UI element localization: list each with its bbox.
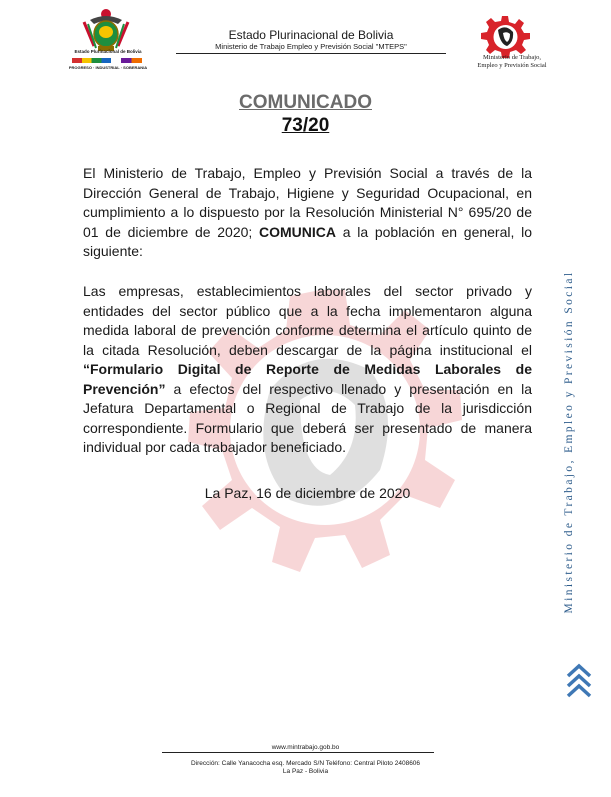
- document-title: [150, 92, 461, 138]
- header-subtitle: Ministerio de Trabajo Empleo y Previsión Social "MTEPS": [176, 42, 446, 54]
- ministry-logo: [480, 12, 550, 58]
- coat-of-arms-label: Estado Plurinacional de Bolivia: [74, 49, 142, 54]
- paragraph-intro: [83, 164, 532, 262]
- comunica-emphasis: COMUNICA: [259, 223, 337, 240]
- coat-of-arms-tagline: PROGRESO · INDUSTRIAL · SOBERANIA: [68, 65, 148, 70]
- header: [176, 28, 446, 54]
- ministry-logo-line2: Empleo y Previsión Social: [477, 62, 547, 69]
- communique-number: 73/20: [281, 115, 330, 136]
- footer-city: La Paz - Bolivia: [282, 768, 329, 775]
- paragraph-intro-tail: a la población en general, lo siguiente:: [83, 223, 532, 259]
- footer-website: www.mintrabajo.gob.bo: [271, 744, 340, 751]
- footer-address: Dirección: Calle Yanacocha esq. Mercado S/N Teléfono: Central Piloto 2408606: [190, 760, 421, 767]
- paragraph-intro-text: El Ministerio de Trabajo, Empleo y Previsión Social a través de la Dirección General de Trabajo, Higiene y Seguridad Ocupacional, en cumplimiento a lo dispuesto por la Resolución Ministerial N° 695/20 de 01 de diciembre de 2020;: [83, 165, 532, 240]
- ministry-logo-text: [470, 54, 554, 70]
- paragraph-main-tail: a efectos del respectivo llenado y presentación en la Jefatura Departamental o Regional de Trabajo de la jurisdicción correspondiente. Formulario que deberá ser presentado de manera individual por cada trabajador beneficiado.: [83, 380, 532, 455]
- chevron-up-icon: [566, 660, 592, 700]
- place-and-date: La Paz, 16 de diciembre de 2020: [204, 485, 411, 501]
- header-title: Estado Plurinacional de Bolivia: [228, 28, 394, 42]
- ministry-logo-line1: Ministerio de Trabajo,: [483, 54, 541, 61]
- footer-divider: [162, 752, 434, 753]
- sidebar-vertical-text: Ministerio de Trabajo, Empleo y Previsión Social: [563, 270, 575, 614]
- paragraph-main-text: Las empresas, establecimientos laborales del sector privado y entidades del sector público que a la fecha implementaron alguna medida laboral de prevención conforme determina el artículo quinto de la citada Resolución, deben descargar de la página institucional el: [83, 283, 532, 358]
- paragraph-main: [83, 282, 532, 458]
- communique-heading: COMUNICADO: [239, 92, 372, 113]
- form-name-emphasis: “Formulario Digital de Reporte de Medidas Laborales de Prevención”: [83, 361, 532, 397]
- wiphala-band: [72, 58, 142, 63]
